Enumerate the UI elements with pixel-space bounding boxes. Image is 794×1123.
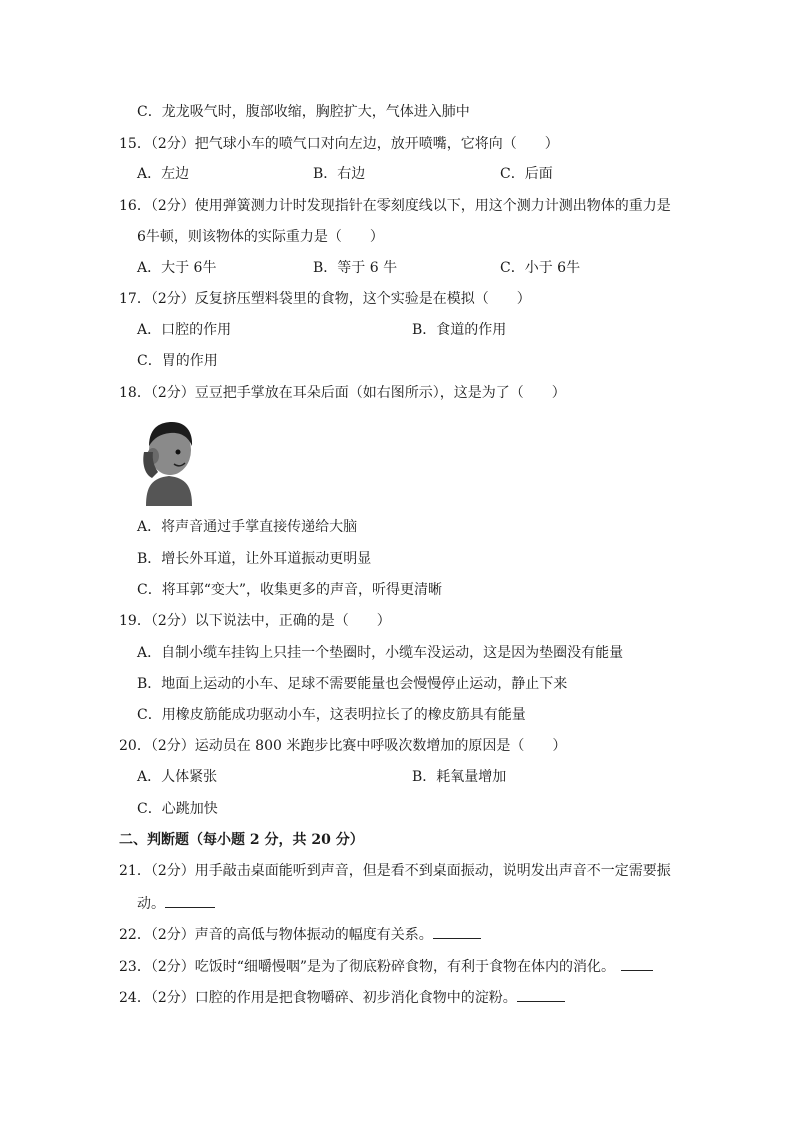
question-22 <box>119 924 481 945</box>
q15-option-a: A．左边 <box>137 166 190 182</box>
answer-blank-23[interactable] <box>621 956 653 971</box>
question-23-text: 23．（2分）吃饭时“细嚼慢咽”是为了彻底粉碎食物，有利于食物在体内的消化。 <box>119 959 616 975</box>
question-22-text: 22．（2分）声音的高低与物体振动的幅度有关系。 <box>119 927 433 943</box>
q20-option-a: A．人体紧张 <box>137 769 218 785</box>
answer-blank-22[interactable] <box>433 924 481 939</box>
q16-option-b: B．等于 6 牛 <box>313 260 398 276</box>
child-hand-behind-ear-image <box>140 416 198 506</box>
answer-blank-24[interactable] <box>517 987 565 1002</box>
q16-option-c: C．小于 6牛 <box>500 260 581 276</box>
q15-option-b: B．右边 <box>313 166 366 182</box>
question-23 <box>119 956 653 977</box>
q19-option-a: A．自制小缆车挂钩上只挂一个垫圈时，小缆车没运动，这是因为垫圈没有能量 <box>137 645 624 661</box>
q20-option-b: B．耗氧量增加 <box>412 769 507 785</box>
q18-option-a: A．将声音通过手掌直接传递给大脑 <box>137 519 358 535</box>
question-24 <box>119 987 565 1008</box>
q16-option-a: A．大于 6牛 <box>137 260 217 276</box>
q14-option-c: C．龙龙吸气时，腹部收缩，胸腔扩大，气体进入肺中 <box>137 104 470 120</box>
question-19: 19．（2分）以下说法中，正确的是（ ） <box>119 613 391 629</box>
question-16: 16．（2分）使用弹簧测力计时发现指针在零刻度线以下，用这个测力计测出物体的重力是 <box>119 198 671 214</box>
q18-option-b: B．增长外耳道，让外耳道振动更明显 <box>137 551 372 567</box>
question-16-continued: 6牛顿，则该物体的实际重力是（ ） <box>137 229 384 245</box>
q17-option-c: C．胃的作用 <box>137 353 218 369</box>
question-20: 20．（2分）运动员在 800 米跑步比赛中呼吸次数增加的原因是（ ） <box>119 738 567 754</box>
answer-blank-21[interactable] <box>165 893 215 908</box>
q17-option-a: A．口腔的作用 <box>137 322 232 338</box>
q15-option-c: C．后面 <box>500 166 553 182</box>
q20-option-c: C．心跳加快 <box>137 801 218 817</box>
q19-option-c: C．用橡皮筋能成功驱动小车，这表明拉长了的橡皮筋具有能量 <box>137 707 526 723</box>
question-21: 21．（2分）用手敲击桌面能听到声音，但是看不到桌面振动，说明发出声音不一定需要振 <box>119 863 671 879</box>
section-2-heading: 二、判断题（每小题 2 分，共 20 分） <box>119 832 364 848</box>
q17-option-b: B．食道的作用 <box>412 322 507 338</box>
question-17: 17．（2分）反复挤压塑料袋里的食物，这个实验是在模拟（ ） <box>119 291 531 307</box>
q18-option-c: C．将耳郭“变大”，收集更多的声音，听得更清晰 <box>137 582 443 598</box>
question-21-continued-text: 动。 <box>137 896 165 912</box>
q19-option-b: B．地面上运动的小车、足球不需要能量也会慢慢停止运动，静止下来 <box>137 676 568 692</box>
question-18: 18．（2分）豆豆把手掌放在耳朵后面（如右图所示），这是为了（ ） <box>119 385 566 401</box>
question-21-continued <box>137 893 215 914</box>
question-15: 15．（2分）把气球小车的喷气口对向左边，放开喷嘴，它将向（ ） <box>119 136 559 152</box>
question-24-text: 24．（2分）口腔的作用是把食物嚼碎、初步消化食物中的淀粉。 <box>119 990 517 1006</box>
